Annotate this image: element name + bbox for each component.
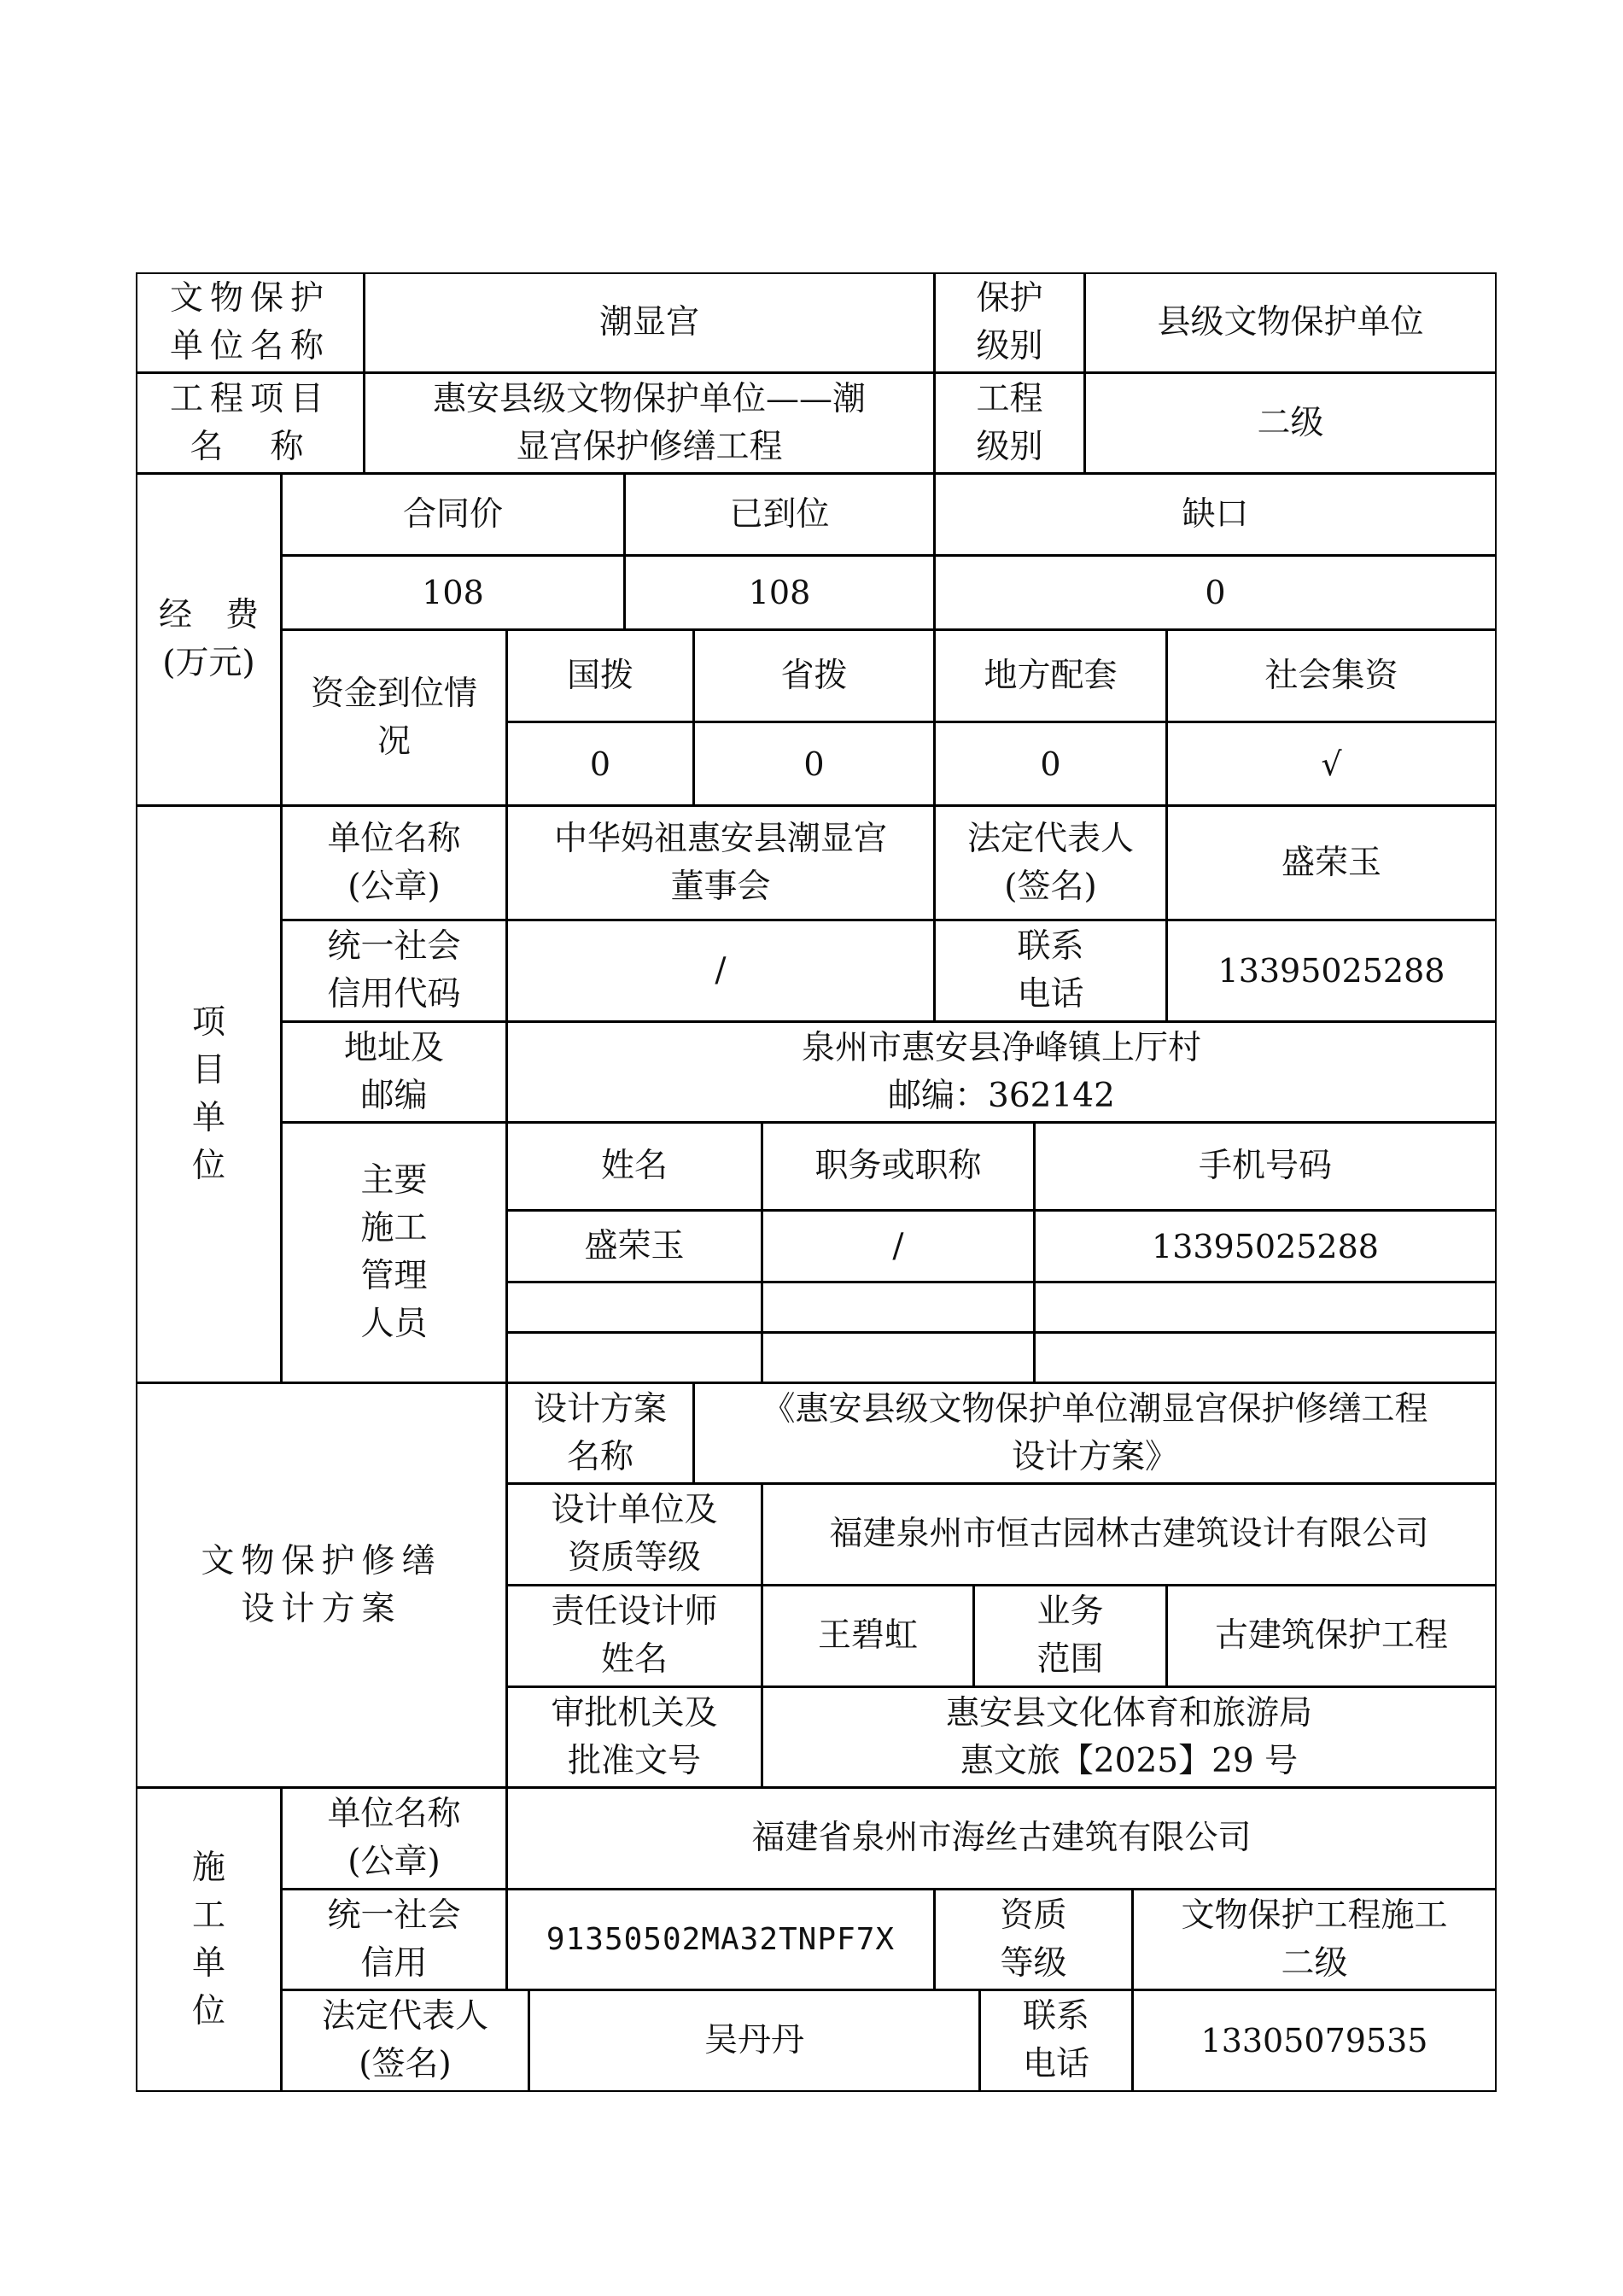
design-plan-name-value: 《惠安县级文物保护单位潮显宫保护修缮工程 设计方案》 bbox=[693, 1382, 1497, 1484]
funding-label: 经 费 (万元) bbox=[136, 473, 282, 806]
managers-header-phone: 手机号码 bbox=[1034, 1122, 1497, 1211]
construction-unit-name-label: 单位名称 (公章) bbox=[281, 1787, 507, 1890]
funding-source-value-local: 0 bbox=[934, 722, 1167, 806]
construction-unit-credit-label: 统一社会 信用 bbox=[281, 1889, 507, 1990]
design-unit-label: 设计单位及 资质等级 bbox=[506, 1483, 762, 1586]
funding-header-contract: 合同价 bbox=[281, 473, 625, 556]
project-name-label: 工程项目 名 称 bbox=[136, 372, 365, 474]
funding-source-header-social: 社会集资 bbox=[1166, 629, 1497, 722]
site-name-value: 潮显宫 bbox=[364, 272, 935, 373]
project-unit-credit-label: 统一社会 信用代码 bbox=[281, 920, 507, 1022]
project-unit-name-value: 中华妈祖惠安县潮显宫 董事会 bbox=[506, 805, 935, 920]
project-unit-name-label: 单位名称 (公章) bbox=[281, 805, 507, 920]
funding-source-header-local: 地方配套 bbox=[934, 629, 1167, 722]
funding-header-received: 已到位 bbox=[624, 473, 935, 556]
managers-header-title: 职务或职称 bbox=[762, 1122, 1035, 1211]
approval-label: 审批机关及 批准文号 bbox=[506, 1686, 762, 1788]
managers-row-1-phone: 13395025288 bbox=[1034, 1210, 1497, 1282]
managers-row-3-phone bbox=[1034, 1332, 1497, 1383]
managers-row-3-name bbox=[506, 1332, 762, 1383]
project-unit-address-value: 泉州市惠安县净峰镇上厅村 邮编：362142 bbox=[506, 1021, 1497, 1123]
designer-scope-value: 古建筑保护工程 bbox=[1166, 1585, 1497, 1687]
project-unit-label: 项 目 单 位 bbox=[136, 805, 282, 1383]
construction-unit-name-value: 福建省泉州市海丝古建筑有限公司 bbox=[506, 1787, 1497, 1890]
managers-header-name: 姓名 bbox=[506, 1122, 762, 1211]
funding-source-header-national: 国拨 bbox=[506, 629, 694, 722]
funding-value-gap: 0 bbox=[934, 555, 1497, 630]
funding-value-received: 108 bbox=[624, 555, 935, 630]
project-unit-legal-rep-value: 盛荣玉 bbox=[1166, 805, 1497, 920]
managers-row-1-name: 盛荣玉 bbox=[506, 1210, 762, 1282]
designer-scope-label: 业务 范围 bbox=[973, 1585, 1167, 1687]
managers-row-2-title bbox=[762, 1282, 1035, 1333]
funding-source-value-national: 0 bbox=[506, 722, 694, 806]
construction-unit-phone-value: 13305079535 bbox=[1132, 1989, 1497, 2092]
funding-value-contract: 108 bbox=[281, 555, 625, 630]
funding-source-value-provincial: 0 bbox=[693, 722, 935, 806]
design-plan-label: 文物保护修缮 设计方案 bbox=[136, 1382, 507, 1788]
project-unit-credit-value: / bbox=[506, 920, 935, 1022]
funding-header-gap: 缺口 bbox=[934, 473, 1497, 556]
construction-unit-label: 施 工 单 位 bbox=[136, 1787, 282, 2092]
construction-unit-legal-rep-label: 法定代表人 (签名) bbox=[281, 1989, 529, 2092]
designer-value: 王碧虹 bbox=[762, 1585, 974, 1687]
protection-level-label: 保护 级别 bbox=[934, 272, 1085, 373]
funding-source-label: 资金到位情 况 bbox=[281, 629, 507, 806]
funding-source-header-provincial: 省拨 bbox=[693, 629, 935, 722]
funding-source-value-social: √ bbox=[1166, 722, 1497, 806]
construction-unit-qualification-label: 资质 等级 bbox=[934, 1889, 1133, 1990]
project-unit-phone-value: 13395025288 bbox=[1166, 920, 1497, 1022]
managers-label: 主要 施工 管理 人员 bbox=[281, 1122, 507, 1383]
construction-unit-phone-label: 联系 电话 bbox=[979, 1989, 1133, 2092]
managers-row-1-title: / bbox=[762, 1210, 1035, 1282]
design-unit-value: 福建泉州市恒古园林古建筑设计有限公司 bbox=[762, 1483, 1497, 1586]
project-level-label: 工程 级别 bbox=[934, 372, 1085, 474]
construction-unit-legal-rep-value: 吴丹丹 bbox=[528, 1989, 980, 2092]
designer-label: 责任设计师 姓名 bbox=[506, 1585, 762, 1687]
project-unit-legal-rep-label: 法定代表人 (签名) bbox=[934, 805, 1167, 920]
project-name-value: 惠安县级文物保护单位——潮 显宫保护修缮工程 bbox=[364, 372, 935, 474]
managers-row-2-name bbox=[506, 1282, 762, 1333]
project-unit-address-label: 地址及 邮编 bbox=[281, 1021, 507, 1123]
protection-level-value: 县级文物保护单位 bbox=[1084, 272, 1497, 373]
approval-value: 惠安县文化体育和旅游局 惠文旅【2025】29 号 bbox=[762, 1686, 1497, 1788]
managers-row-3-title bbox=[762, 1332, 1035, 1383]
site-name-label: 文物保护 单位名称 bbox=[136, 272, 365, 373]
project-unit-phone-label: 联系 电话 bbox=[934, 920, 1167, 1022]
construction-unit-qualification-value: 文物保护工程施工 二级 bbox=[1132, 1889, 1497, 1990]
design-plan-name-label: 设计方案 名称 bbox=[506, 1382, 694, 1484]
construction-unit-credit-value: 91350502MA32TNPF7X bbox=[506, 1889, 935, 1990]
managers-row-2-phone bbox=[1034, 1282, 1497, 1333]
project-level-value: 二级 bbox=[1084, 372, 1497, 474]
